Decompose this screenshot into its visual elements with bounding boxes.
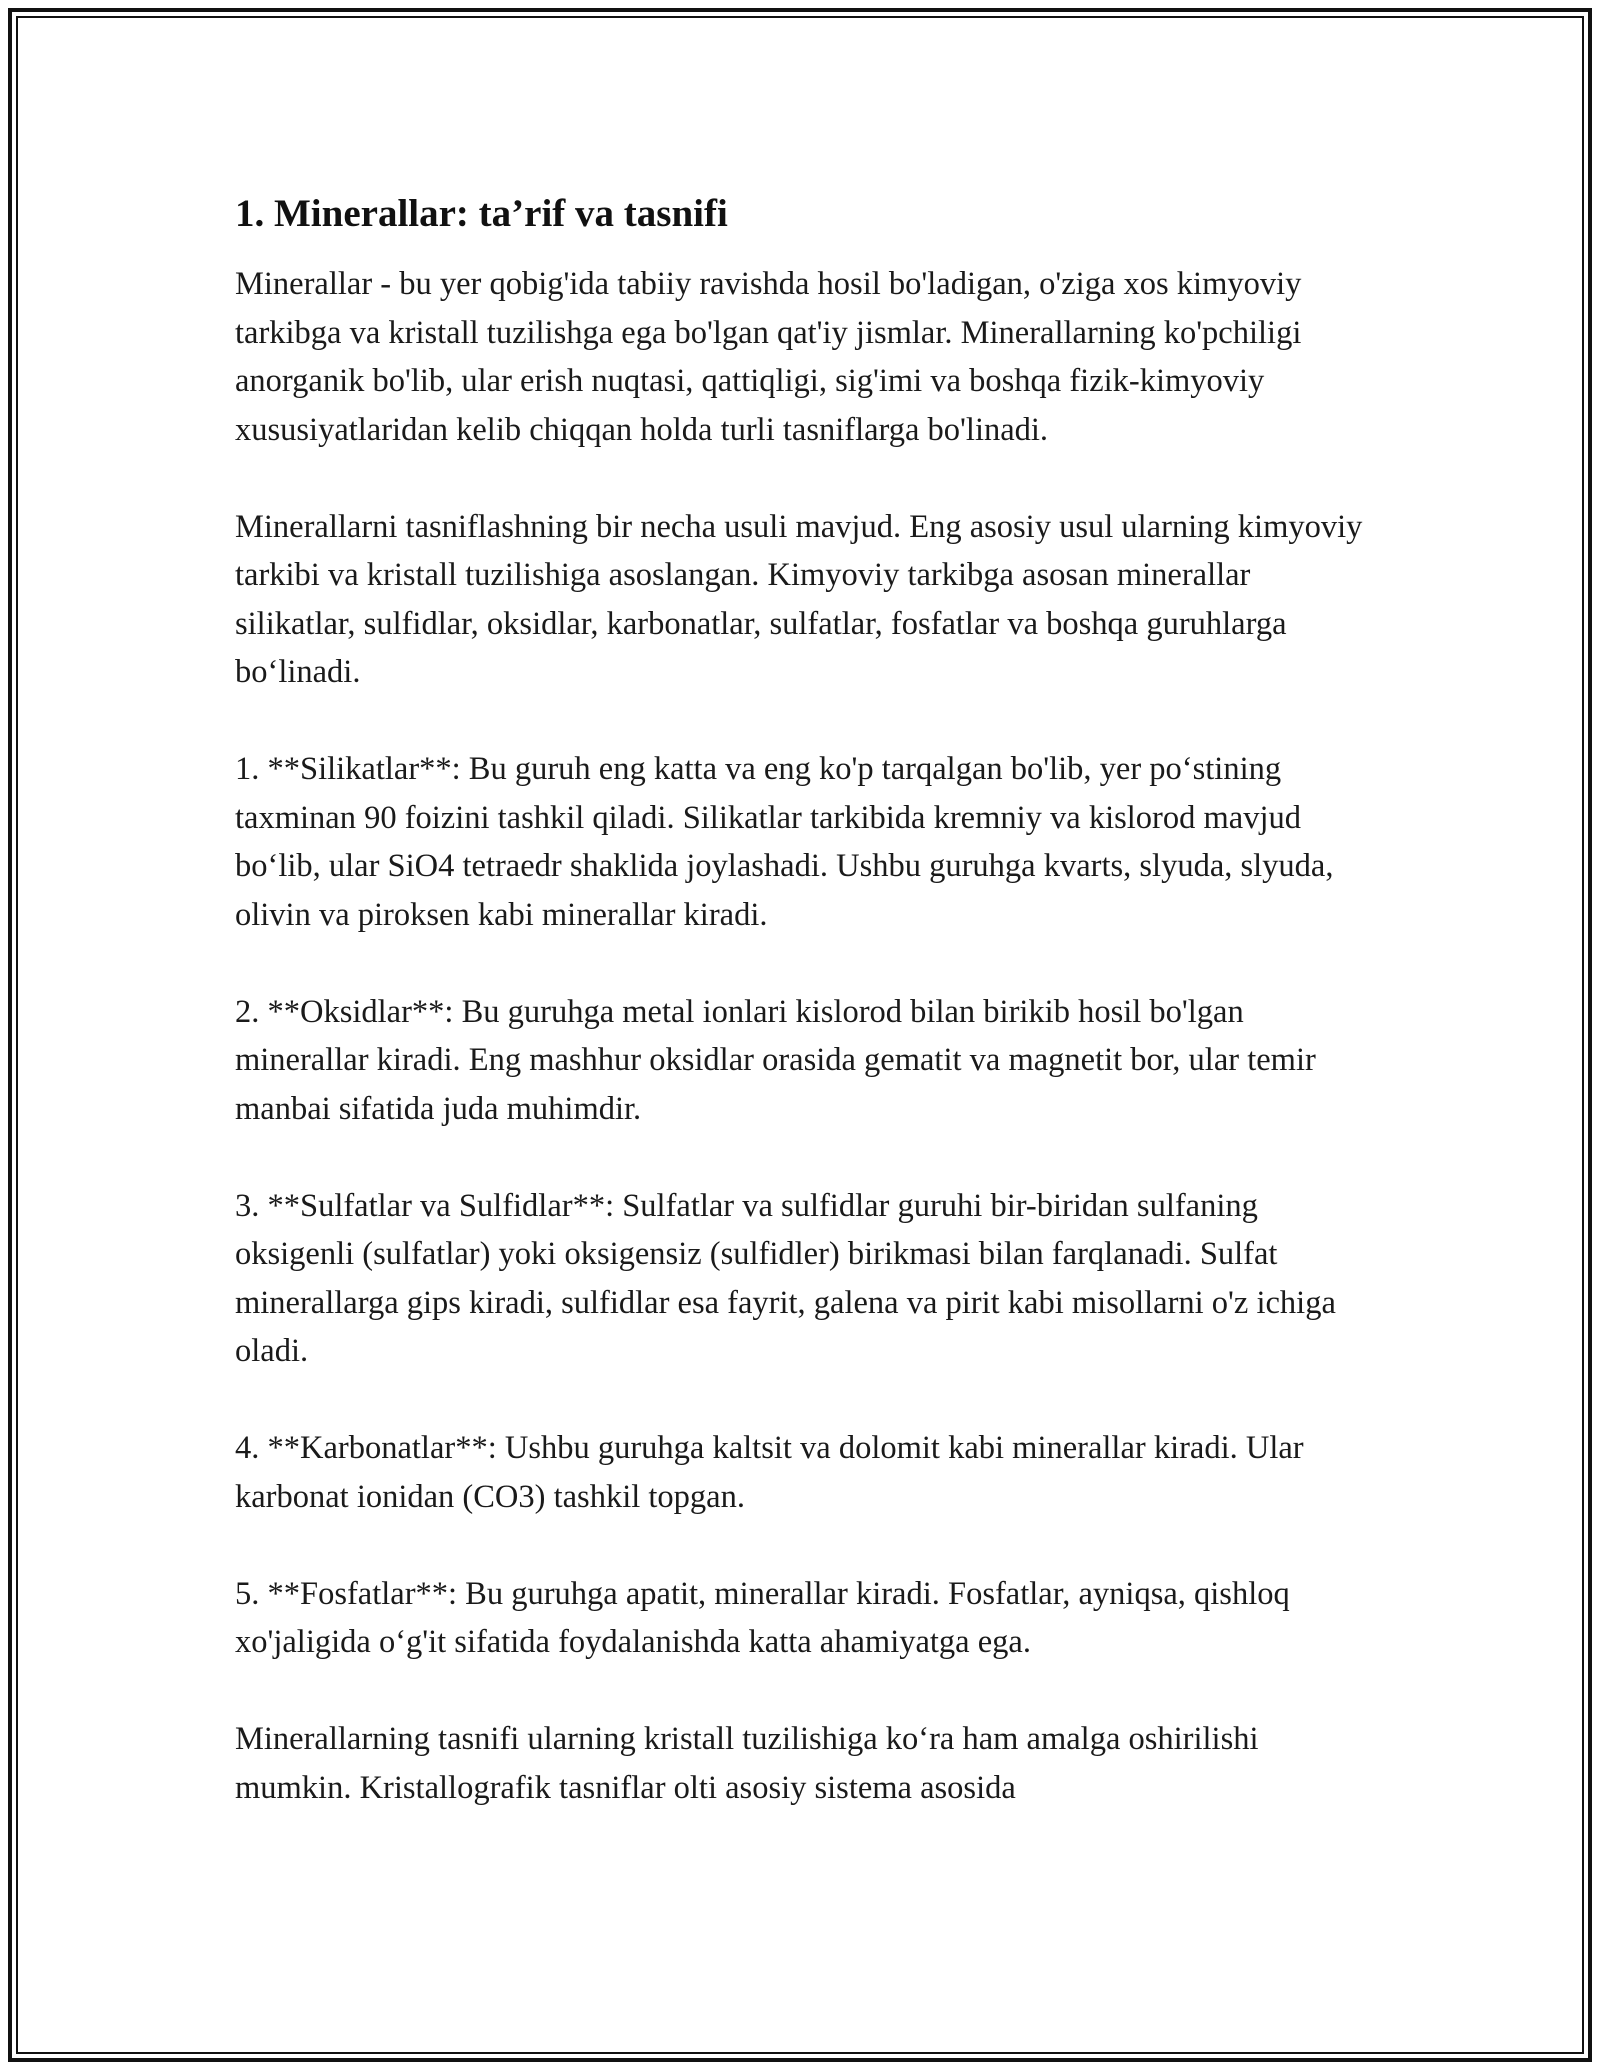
paragraph-phosphates: 5. **Fosfatlar**: Bu guruhga apatit, minerallar kiradi. Fosfatlar, ayniqsa, qishloq xo'jaligida o‘g'it sifatida foydalanishda katta ahamiyatga ega. bbox=[235, 1575, 1290, 1660]
paragraph-definition: Minerallar - bu yer qobig'ida tabiiy ravishda hosil bo'ladigan, o'ziga xos kimyoviy tarkibga va kristall tuzilishga ega bo'lgan qat'iy jismlar. Minerallarning ko'pchiligi anorganik bo'lib, ular erish nuqtasi, qattiqligi, sig'imi va boshqa fizik-kimyoviy xususiyatlaridan kelib chiqqan holda turli tasniflarga bo'linadi. bbox=[235, 266, 1302, 448]
paragraph-sulfates-sulfides: 3. **Sulfatlar va Sulfidlar**: Sulfatlar va sulfidlar guruhi bir-biridan sulfaning oksigenli (sulfatlar) yoki oksigensiz (sulfidler) birikmasi bilan farqlanadi. Sulfat minerallarga gips kiradi, sulfidlar esa fayrit, galena va pirit kabi misollarni o'z ichiga oladi. bbox=[235, 1187, 1336, 1369]
paragraph-silicates: 1. **Silikatlar**: Bu guruh eng katta va eng ko'p tarqalgan bo'lib, yer po‘stining taxminan 90 foizini tashkil qiladi. Silikatlar tarkibida kremniy va kislorod mavjud bo‘lib, ular SiO4 tetraedr shaklida joylashadi. Ushbu guruhga kvarts, slyuda, slyuda, olivin va piroksen kabi minerallar kiradi. bbox=[235, 751, 1334, 933]
paragraph-crystal-classification: Minerallarning tasnifi ularning kristall tuzilishiga ko‘ra ham amalga oshirilishi mumkin. Kristallografik tasniflar olti asosiy sistema asosida bbox=[235, 1721, 1259, 1806]
paragraph-classification-methods: Minerallarni tasniflashning bir necha usuli mavjud. Eng asosiy usul ularning kimyoviy tarkibi va kristall tuzilishiga asoslangan. Kimyoviy tarkibga asosan minerallar silikatlar, sulfidlar, oksidlar, karbonatlar, sulfatlar, fosfatlar va boshqa guruhlarga bo‘linadi. bbox=[235, 508, 1363, 690]
paragraph-carbonates: 4. **Karbonatlar**: Ushbu guruhga kaltsit va dolomit kabi minerallar kiradi. Ular karbonat ionidan (CO3) tashkil topgan. bbox=[235, 1430, 1304, 1515]
page-title: 1. Minerallar: ta’rif va tasnifi bbox=[235, 192, 728, 235]
paragraph-oxides: 2. **Oksidlar**: Bu guruhga metal ionlari kislorod bilan birikib hosil bo'lgan minerallar kiradi. Eng mashhur oksidlar orasida gematit va magnetit bor, ular temir manbai sifatida juda muhimdir. bbox=[235, 993, 1316, 1127]
document-body bbox=[235, 188, 1375, 1861]
